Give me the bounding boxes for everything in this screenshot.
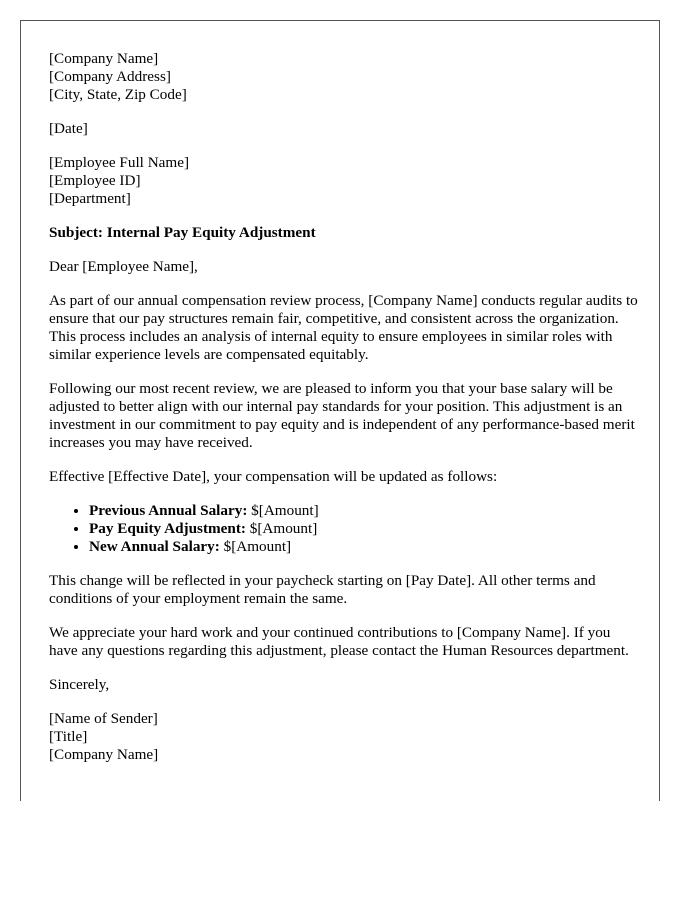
salary-item-label: Pay Equity Adjustment:	[89, 520, 246, 537]
paragraph-paycheck: This change will be reflected in your paycheck starting on [Pay Date]. All other terms and conditions of your employment remain the same.	[49, 572, 596, 607]
salary-item-label: Previous Annual Salary:	[89, 502, 248, 519]
paragraph-adjustment-notice: Following our most recent review, we are pleased to inform you that your base salary will be adjusted to better align with our internal pay standards for your position. This adjustment is an investment in our commitment to pay equity and is independent of any performance-based merit increases you may have received.	[49, 380, 635, 451]
salutation: Dear [Employee Name],	[49, 258, 198, 275]
subject-line: Subject: Internal Pay Equity Adjustment	[49, 224, 316, 241]
salary-item-new	[89, 538, 639, 556]
salary-item-value: $[Amount]	[219, 538, 292, 555]
signature-block	[49, 710, 639, 764]
signoff: Sincerely,	[49, 676, 110, 693]
paragraph-appreciation: We appreciate your hard work and your continued contributions to [Company Name]. If you have any questions regarding this adjustment, please contact the Human Resources department.	[49, 624, 629, 659]
salary-item-adjustment	[89, 520, 639, 538]
sender-city-state-zip: [City, State, Zip Code]	[49, 86, 187, 103]
salary-item-value: $[Amount]	[245, 520, 318, 537]
signature-title: [Title]	[49, 728, 88, 745]
signature-company: [Company Name]	[49, 746, 159, 763]
salary-item-label: New Annual Salary:	[89, 538, 220, 555]
letter-date: [Date]	[49, 120, 88, 137]
recipient-full-name: [Employee Full Name]	[49, 154, 190, 171]
recipient-employee-id: [Employee ID]	[49, 172, 141, 189]
salary-item-value: $[Amount]	[247, 502, 319, 519]
sender-company-name: [Company Name]	[49, 50, 159, 67]
letter-content	[49, 50, 639, 780]
paragraph-review-process: As part of our annual compensation review process, [Company Name] conducts regular audits to ensure that our pay structures remain fair, competitive, and consistent across the organization. This process includes an analysis of internal equity to ensure employees in similar roles with similar experience levels are compensated equitably.	[49, 292, 638, 363]
salary-item-previous	[89, 502, 639, 520]
sender-company-address: [Company Address]	[49, 68, 171, 85]
recipient-department: [Department]	[49, 190, 131, 207]
paragraph-effective-date: Effective [Effective Date], your compensation will be updated as follows:	[49, 468, 498, 485]
letter-page	[20, 20, 660, 801]
sender-address-block	[49, 50, 639, 104]
recipient-block	[49, 154, 639, 208]
date-line	[49, 120, 639, 138]
signature-name: [Name of Sender]	[49, 710, 158, 727]
salary-list	[49, 502, 639, 556]
